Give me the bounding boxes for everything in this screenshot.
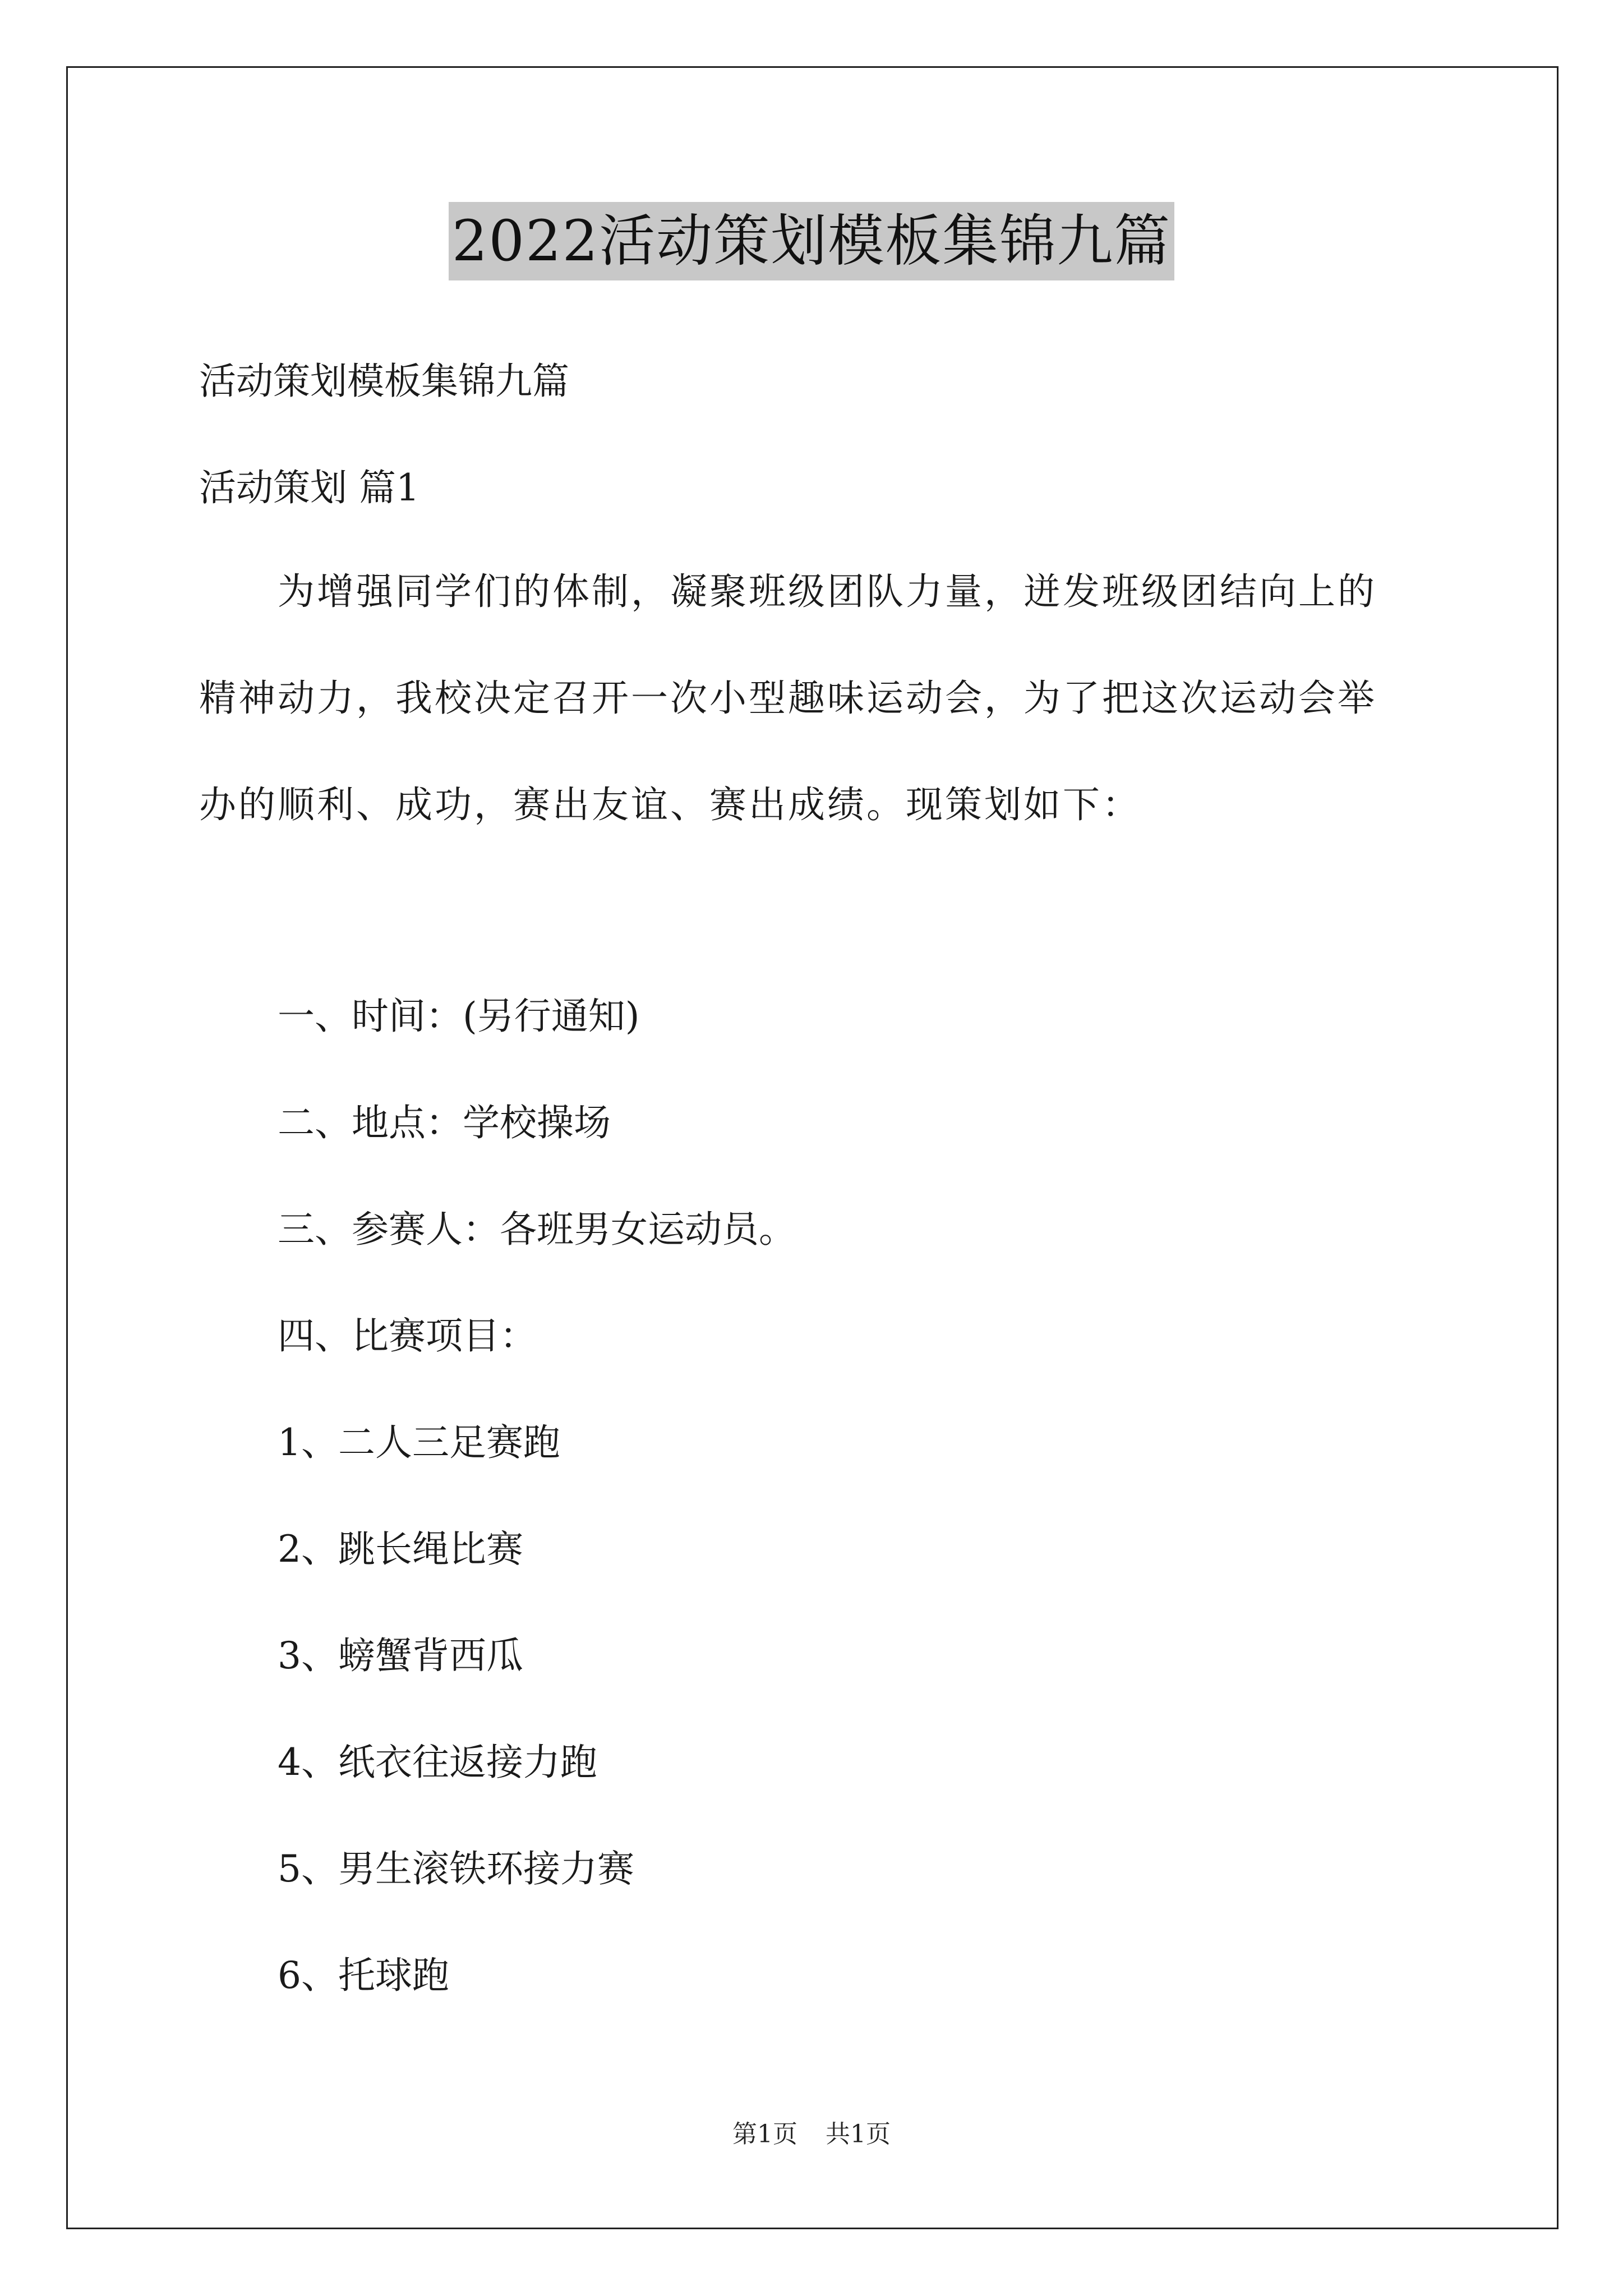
list-item: 6、托球跑 [278, 1954, 449, 1997]
list-item: 3、螃蟹背西瓜 [278, 1634, 523, 1677]
title-container [0, 202, 1623, 280]
list-item: 4、纸衣往返接力跑 [278, 1741, 597, 1784]
list-item: 一、时间：(另行通知) [278, 995, 640, 1038]
document-title: 2022活动策划模板集锦九篇 [449, 202, 1175, 280]
list-item: 1、二人三足赛跑 [278, 1421, 560, 1464]
list-item: 三、参赛人：各班男女运动员。 [278, 1208, 796, 1251]
intro-line: 办的顺利、成功，赛出友谊、赛出成绩。现策划如下： [199, 783, 1141, 826]
document-subtitle: 活动策划模板集锦九篇 [199, 360, 569, 403]
list-item: 2、跳长绳比赛 [278, 1527, 523, 1571]
list-item: 5、男生滚铁环接力赛 [278, 1847, 634, 1890]
page-number-total: 共1页 [826, 2120, 891, 2148]
intro-paragraph [199, 569, 1433, 889]
list-item: 二、地点：学校操场 [278, 1101, 611, 1144]
page-number-current: 第1页 [732, 2120, 797, 2148]
section-heading: 活动策划 篇1 [199, 466, 419, 509]
intro-line: 为增强同学们的体制，凝聚班级团队力量，迸发班级团结向上的 [278, 570, 1377, 613]
page-footer [0, 2118, 1623, 2151]
list-item: 四、比赛项目： [278, 1314, 537, 1358]
intro-line: 精神动力，我校决定召开一次小型趣味运动会，为了把这次运动会举 [199, 677, 1377, 720]
